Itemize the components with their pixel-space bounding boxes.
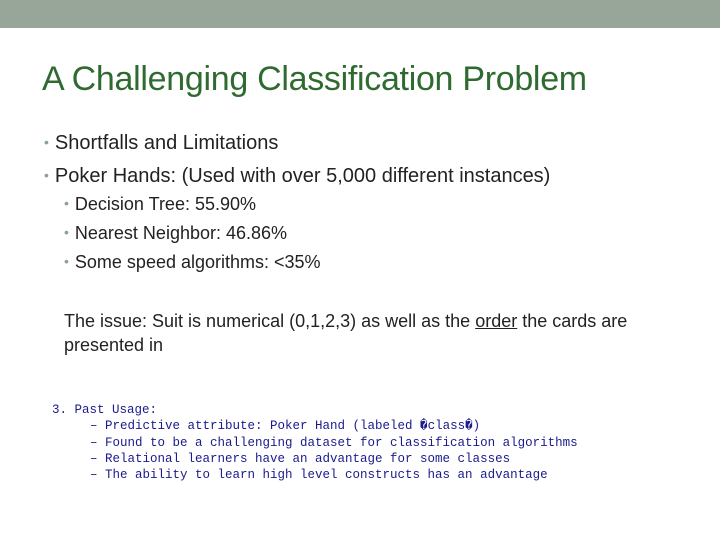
- issue-paragraph: [64, 309, 674, 357]
- excerpt-item: – Predictive attribute: Poker Hand (labeled �class�): [90, 419, 481, 434]
- bullet-marker-icon: •: [64, 195, 69, 211]
- bullet-text: Nearest Neighbor: 46.86%: [74, 223, 288, 243]
- bullet-text: Poker Hands: (Used with over 5,000 different instances): [54, 165, 551, 187]
- excerpt-item: – Found to be a challenging dataset for classification algorithms: [90, 435, 578, 450]
- issue-text-underlined: order: [475, 311, 518, 331]
- bullet-marker-icon: •: [64, 253, 69, 269]
- bullet-text: Some speed algorithms: <35%: [74, 252, 321, 272]
- bullet-marker-icon: •: [64, 224, 69, 240]
- sub-bullet-item: [64, 223, 287, 244]
- sub-bullet-item: [64, 194, 256, 215]
- bullet-marker-icon: •: [44, 134, 49, 150]
- top-band: [0, 0, 720, 28]
- bullet-text: Decision Tree: 55.90%: [74, 194, 257, 214]
- sub-bullet-item: [64, 252, 321, 273]
- excerpt-heading: 3. Past Usage:: [52, 403, 158, 417]
- slide-title: A Challenging Classification Problem: [42, 60, 587, 98]
- excerpt-item: – Relational learners have an advantage for some classes: [90, 451, 511, 466]
- issue-text-before: The issue: Suit is numerical (0,1,2,3) as well as the: [64, 311, 476, 331]
- bullet-item: [44, 165, 550, 188]
- excerpt-item: – The ability to learn high level constructs has an advantage: [90, 468, 548, 483]
- bullet-marker-icon: •: [44, 167, 49, 183]
- bullet-text: Shortfalls and Limitations: [54, 132, 279, 154]
- past-usage-excerpt: [52, 402, 578, 483]
- bullet-item: [44, 132, 278, 155]
- excerpt-list: [52, 418, 578, 483]
- issue-text-after: the cards are presented in: [64, 311, 628, 355]
